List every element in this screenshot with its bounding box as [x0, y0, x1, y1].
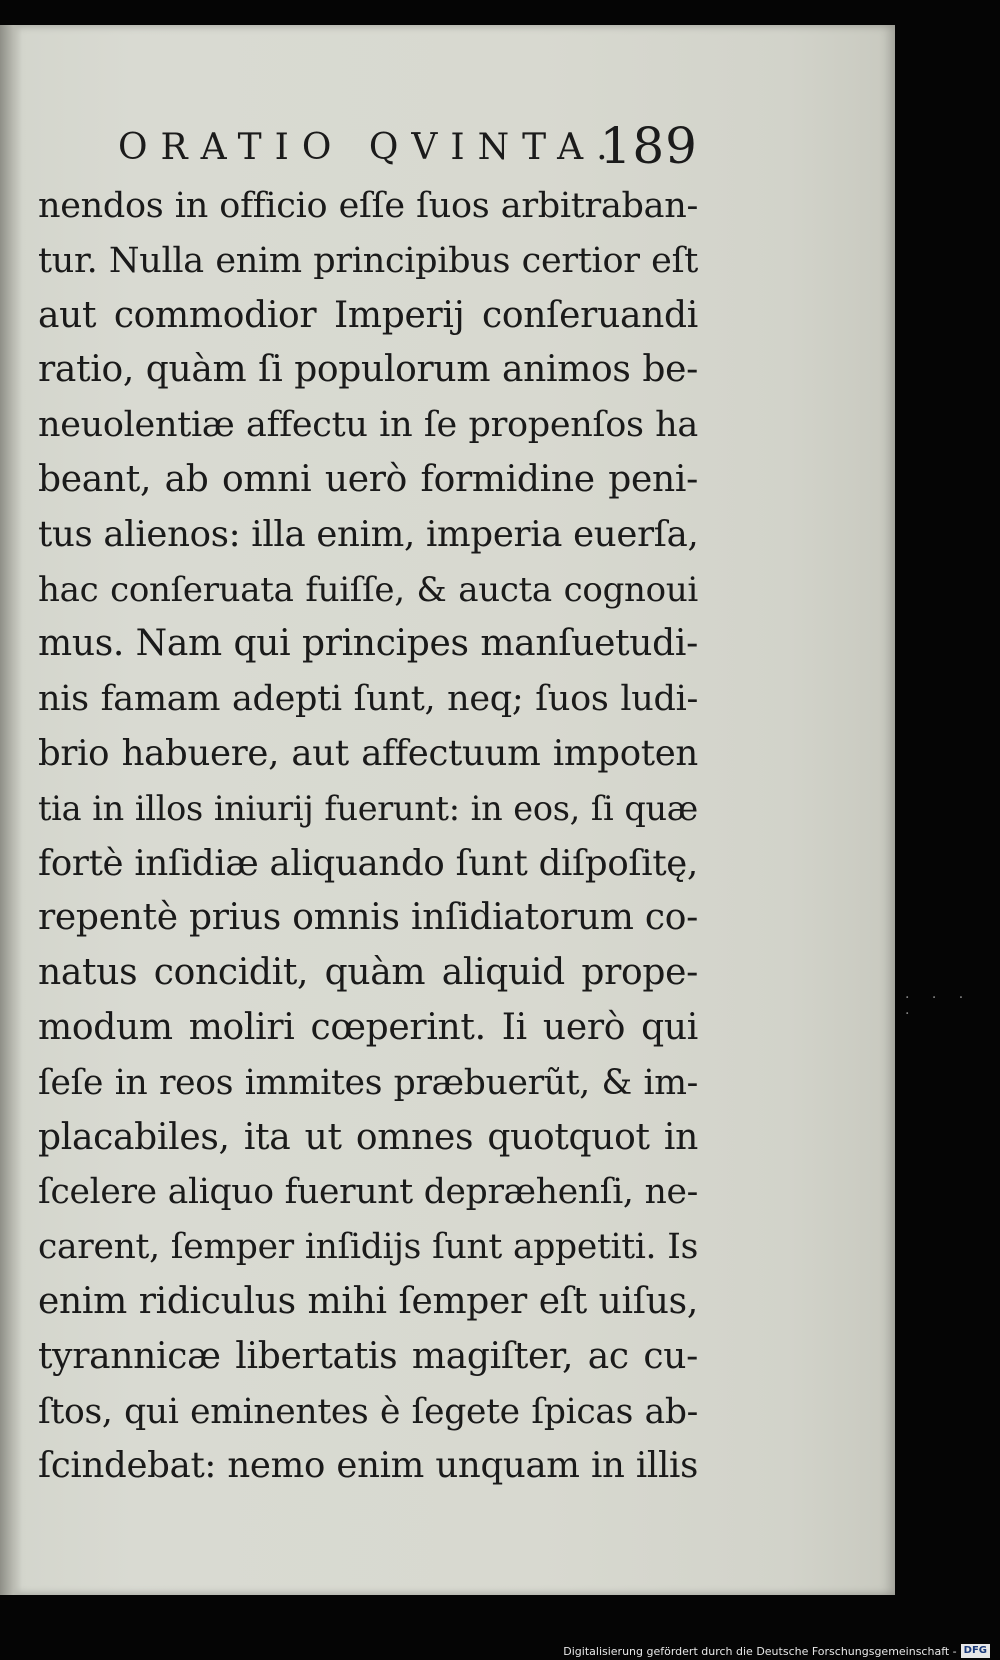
text-line: natus concidit, quàm aliquid prope- [38, 952, 698, 994]
text-line: ſtos, qui eminentes è ſegete ſpicas ab- [38, 1391, 698, 1432]
margin-dots: · · · · [905, 990, 973, 1022]
dfg-logo-icon: DFG [961, 1644, 990, 1658]
show-through-text [18, 1360, 30, 1395]
page-header [118, 117, 698, 177]
running-title: ORATIO QVINTA. [118, 127, 621, 168]
text-line: aut commodior Imperij conſeruandi [38, 294, 698, 336]
text-line: tur. Nulla enim principibus certior eſt [38, 240, 698, 281]
text-line: modum moliri cœperint. Ii uerò qui [38, 1006, 698, 1048]
text-line: tyrannicæ libertatis magiſter, ac cu- [38, 1335, 698, 1377]
text-line: placabiles, ita ut omnes quotquot in [38, 1116, 698, 1158]
funding-credit: Digitalisierung gefördert durch die Deutsche Forschungsgemeinschaft - [563, 1644, 957, 1658]
text-line: enim ridiculus mihi ſemper eſt uiſus, [38, 1280, 698, 1322]
text-line: brio habuere, aut affectuum impoten [38, 732, 698, 774]
text-line: tia in illos iniurij fuerunt: in eos, ſi quæ [38, 788, 698, 828]
text-line: carent, ſemper inſidijs ſunt appetiti. Is [38, 1227, 698, 1268]
page-number: 189 [599, 117, 698, 175]
text-line: ſcindebat: nemo enim unquam in illis [38, 1445, 698, 1487]
text-line: beant, ab omni uerò formidine peni- [38, 458, 698, 500]
text-line: nis famam adepti ſunt, neq; ſuos ludi- [38, 679, 698, 720]
body-text [38, 179, 698, 1494]
text-line: nendos in officio eſſe ſuos arbitraban- [38, 186, 698, 226]
text-line: tus alienos: illa enim, imperia euerſa, [38, 513, 699, 555]
text-line: neuolentiæ affectu in ſe propenſos ha [38, 405, 698, 446]
text-line: ſcelere aliquo fuerunt depræhenſi, ne- [38, 1172, 698, 1213]
book-page [0, 25, 895, 1595]
text-line: repentè prius omnis inſidiatorum co- [38, 897, 698, 939]
text-line: ratio, quàm ſi populorum animos be- [38, 349, 698, 391]
text-line: mus. Nam qui principes manſuetudi- [38, 623, 698, 665]
text-line: ſeſe in reos immites præbuerũt, & im- [38, 1062, 698, 1103]
text-line: fortè inſidiæ aliquando ſunt diſpoſitę, [38, 842, 698, 884]
digitization-footer [563, 1644, 990, 1658]
text-line: hac conſeruata fuiſſe, & aucta cognoui [38, 569, 698, 610]
